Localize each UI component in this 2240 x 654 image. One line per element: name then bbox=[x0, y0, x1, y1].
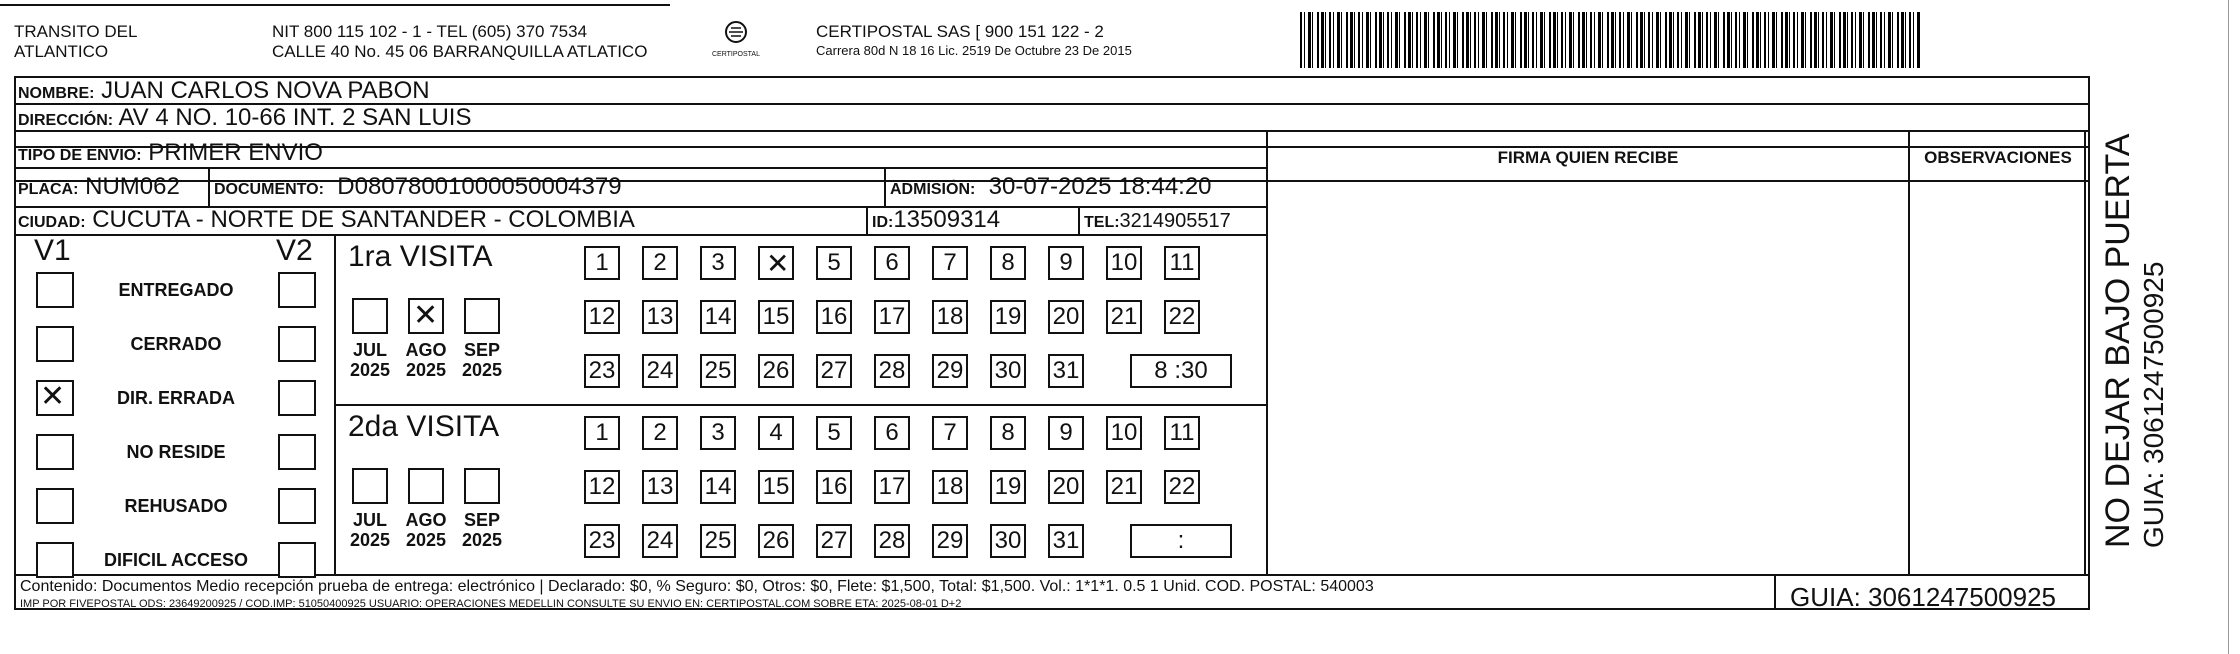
month-label bbox=[455, 510, 509, 550]
day-number: 15 bbox=[762, 473, 790, 500]
day-box[interactable] bbox=[642, 354, 678, 388]
day-box[interactable] bbox=[758, 524, 794, 558]
day-number: 14 bbox=[704, 473, 732, 500]
day-number: 10 bbox=[1110, 249, 1138, 276]
day-box[interactable] bbox=[758, 470, 794, 504]
month-year: 2025 bbox=[349, 530, 391, 550]
day-number: 23 bbox=[588, 527, 616, 554]
placa-field bbox=[18, 174, 180, 203]
nit-line: NIT 800 115 102 - 1 - TEL (605) 370 7534 bbox=[272, 22, 588, 41]
nombre-label: NOMBRE: bbox=[18, 85, 95, 102]
day-number: 20 bbox=[1052, 303, 1080, 330]
day-box[interactable] bbox=[642, 470, 678, 504]
day-box[interactable] bbox=[700, 416, 736, 450]
day-box[interactable] bbox=[932, 246, 968, 280]
firma-header: FIRMA QUIEN RECIBE bbox=[1497, 148, 1679, 167]
sender-details bbox=[272, 22, 647, 62]
day-box[interactable] bbox=[816, 470, 852, 504]
x-mark-icon: ✕ bbox=[40, 379, 66, 414]
month-name: AGO bbox=[405, 340, 447, 360]
tipo-field bbox=[18, 140, 323, 169]
sender-name bbox=[14, 22, 137, 62]
status-label: DIFICIL ACCESO bbox=[103, 550, 248, 570]
day-number: 5 bbox=[827, 249, 841, 276]
placa-divider bbox=[208, 167, 210, 206]
month-label bbox=[399, 510, 453, 550]
day-number: 24 bbox=[646, 357, 674, 384]
day-box[interactable] bbox=[1106, 416, 1142, 450]
status-v1-checkbox[interactable] bbox=[36, 272, 74, 308]
day-number: 26 bbox=[762, 527, 790, 554]
nombre-value: JUAN CARLOS NOVA PABON bbox=[101, 77, 430, 104]
placa-value: NUM062 bbox=[85, 173, 180, 200]
day-number: 13 bbox=[646, 303, 674, 330]
admision-divider bbox=[884, 167, 886, 206]
day-number: 21 bbox=[1110, 303, 1138, 330]
month-checkbox[interactable] bbox=[408, 468, 444, 504]
day-box[interactable] bbox=[874, 524, 910, 558]
day-box[interactable] bbox=[990, 246, 1026, 280]
day-number: 14 bbox=[704, 303, 732, 330]
month-label bbox=[399, 340, 453, 380]
right-edge bbox=[2228, 0, 2229, 654]
day-box[interactable] bbox=[1164, 470, 1200, 504]
ciudad-label: CIUDAD: bbox=[18, 214, 86, 231]
day-number: 29 bbox=[936, 527, 964, 554]
admision-value: 30-07-2025 18:44:20 bbox=[988, 173, 1212, 200]
day-number: 16 bbox=[820, 303, 848, 330]
footer-guia: GUIA: 3061247500925 bbox=[1790, 582, 2056, 612]
day-box[interactable] bbox=[816, 300, 852, 334]
day-box[interactable] bbox=[758, 354, 794, 388]
day-number: 16 bbox=[820, 473, 848, 500]
day-box[interactable] bbox=[758, 300, 794, 334]
day-number: 20 bbox=[1052, 473, 1080, 500]
tipo-label: TIPO DE ENVIO: bbox=[18, 147, 142, 164]
status-v2-checkbox[interactable] bbox=[278, 488, 316, 524]
month-year: 2025 bbox=[349, 360, 391, 380]
day-number: 7 bbox=[943, 249, 957, 276]
day-number: 4 bbox=[769, 419, 783, 446]
day-number: 9 bbox=[1059, 249, 1073, 276]
day-box[interactable] bbox=[758, 416, 794, 450]
documento-label: DOCUMENTO: bbox=[214, 181, 324, 198]
day-box[interactable] bbox=[990, 354, 1026, 388]
day-box[interactable] bbox=[642, 300, 678, 334]
day-box[interactable] bbox=[816, 524, 852, 558]
admision-field bbox=[890, 174, 1212, 203]
day-box[interactable] bbox=[874, 246, 910, 280]
status-v2-checkbox[interactable] bbox=[278, 434, 316, 470]
day-number: 18 bbox=[936, 473, 964, 500]
day-number: 30 bbox=[994, 527, 1022, 554]
status-label: CERRADO bbox=[130, 334, 222, 354]
tel-value: 3214905517 bbox=[1119, 210, 1231, 232]
month-name: JUL bbox=[352, 340, 387, 360]
id-value: 13509314 bbox=[893, 206, 1001, 233]
day-number: 8 bbox=[1001, 249, 1015, 276]
day-number: 25 bbox=[704, 527, 732, 554]
month-checkbox[interactable] bbox=[408, 298, 444, 334]
month-name: SEP bbox=[463, 340, 501, 360]
day-number: 23 bbox=[588, 357, 616, 384]
status-v1-checkbox[interactable] bbox=[36, 434, 74, 470]
sender-line2: ATLANTICO bbox=[14, 42, 109, 61]
side-text bbox=[2098, 88, 2170, 548]
day-box[interactable] bbox=[642, 416, 678, 450]
month-year: 2025 bbox=[461, 360, 503, 380]
month-name: SEP bbox=[463, 510, 501, 530]
top-rule bbox=[0, 4, 670, 6]
tel-field bbox=[1084, 207, 1231, 236]
day-box[interactable] bbox=[584, 300, 620, 334]
certipostal-logo bbox=[706, 20, 766, 59]
day-number: 3 bbox=[711, 249, 725, 276]
logo-text: CERTIPOSTAL bbox=[712, 51, 760, 58]
day-box[interactable] bbox=[932, 416, 968, 450]
footer-divider bbox=[1774, 574, 1776, 608]
day-box[interactable] bbox=[1164, 416, 1200, 450]
day-number: 19 bbox=[994, 303, 1022, 330]
day-number: 27 bbox=[820, 357, 848, 384]
day-number: 10 bbox=[1110, 419, 1138, 446]
day-number: 8 bbox=[1001, 419, 1015, 446]
documento-field bbox=[214, 174, 622, 203]
day-number: 24 bbox=[646, 527, 674, 554]
day-number: 30 bbox=[994, 357, 1022, 384]
day-number: 2 bbox=[653, 249, 667, 276]
day-box[interactable] bbox=[700, 246, 736, 280]
visit-title: 1ra VISITA bbox=[348, 240, 493, 273]
ciudad-field bbox=[18, 207, 635, 236]
day-number: 7 bbox=[943, 419, 957, 446]
admision-label: ADMISIÓN: bbox=[890, 181, 976, 198]
x-mark-icon: ✕ bbox=[413, 298, 439, 333]
day-box[interactable] bbox=[874, 300, 910, 334]
day-box[interactable] bbox=[1106, 300, 1142, 334]
day-box[interactable] bbox=[584, 246, 620, 280]
month-checkbox[interactable] bbox=[352, 468, 388, 504]
side-line2: GUIA: 3061247500925 bbox=[2138, 261, 2169, 548]
day-number: 11 bbox=[1169, 419, 1195, 446]
day-box[interactable] bbox=[816, 354, 852, 388]
day-number: 15 bbox=[762, 303, 790, 330]
col-divider-firma bbox=[1266, 130, 1268, 576]
day-box[interactable] bbox=[1048, 246, 1084, 280]
observaciones-header: OBSERVACIONES bbox=[1924, 148, 2072, 167]
month-label bbox=[343, 340, 397, 380]
sender-line1: TRANSITO DEL bbox=[14, 22, 138, 41]
address-line: CALLE 40 No. 45 06 BARRANQUILLA ATLATICO bbox=[272, 42, 648, 61]
day-box[interactable] bbox=[1048, 300, 1084, 334]
day-number: 19 bbox=[994, 473, 1022, 500]
day-number: 3 bbox=[711, 419, 725, 446]
day-number: 12 bbox=[588, 473, 616, 500]
status-v1-checkbox[interactable] bbox=[36, 488, 74, 524]
status-v1-checkbox[interactable] bbox=[36, 326, 74, 362]
col-divider-obs bbox=[1908, 130, 1910, 576]
id-label: ID: bbox=[872, 214, 894, 231]
day-number: 28 bbox=[878, 357, 906, 384]
day-number: 1 bbox=[595, 419, 609, 446]
carrier-sub: Carrera 80d N 18 16 Lic. 2519 De Octubre 23 De 2015 bbox=[816, 43, 1132, 58]
day-box[interactable] bbox=[642, 524, 678, 558]
month-checkbox[interactable] bbox=[464, 298, 500, 334]
time-box[interactable] bbox=[1130, 354, 1232, 388]
v2-header: V2 bbox=[276, 234, 313, 267]
day-box[interactable] bbox=[932, 470, 968, 504]
day-box[interactable] bbox=[584, 354, 620, 388]
direccion-label: DIRECCIÓN: bbox=[18, 112, 114, 129]
day-box[interactable] bbox=[642, 246, 678, 280]
day-box[interactable] bbox=[932, 300, 968, 334]
id-divider bbox=[866, 206, 868, 234]
day-box[interactable] bbox=[584, 524, 620, 558]
status-v2-checkbox[interactable] bbox=[278, 380, 316, 416]
time-value: : bbox=[1177, 527, 1185, 554]
direccion-value: AV 4 NO. 10-66 INT. 2 SAN LUIS bbox=[118, 104, 472, 131]
time-box[interactable] bbox=[1130, 524, 1232, 558]
day-number: 17 bbox=[878, 473, 906, 500]
status-label: ENTREGADO bbox=[118, 280, 234, 300]
v1-header: V1 bbox=[34, 234, 71, 267]
side-line1: NO DEJAR BAJO PUERTA bbox=[2099, 133, 2137, 548]
day-number: 5 bbox=[827, 419, 841, 446]
status-v2-checkbox[interactable] bbox=[278, 326, 316, 362]
tipo-value: PRIMER ENVIO bbox=[148, 139, 323, 166]
barcode bbox=[1300, 12, 1920, 68]
day-number: 25 bbox=[704, 357, 732, 384]
day-box[interactable] bbox=[874, 416, 910, 450]
day-number: 28 bbox=[878, 527, 906, 554]
footer-line bbox=[14, 574, 2088, 576]
day-box[interactable] bbox=[1048, 524, 1084, 558]
visit-divider bbox=[334, 404, 1268, 406]
month-checkbox[interactable] bbox=[464, 468, 500, 504]
day-number: 21 bbox=[1110, 473, 1138, 500]
id-field bbox=[872, 207, 1000, 236]
day-box[interactable] bbox=[700, 524, 736, 558]
status-v2-checkbox[interactable] bbox=[278, 272, 316, 308]
day-number: 6 bbox=[885, 419, 899, 446]
day-number: 1 bbox=[595, 249, 609, 276]
day-box[interactable] bbox=[1106, 470, 1142, 504]
day-number: 29 bbox=[936, 357, 964, 384]
logo-mark-icon bbox=[721, 20, 751, 46]
month-year: 2025 bbox=[405, 530, 447, 550]
status-v2-checkbox[interactable] bbox=[278, 542, 316, 578]
footer-imp: IMP POR FIVEPOSTAL ODS: 23649200925 / COD.IMP: 51050400925 USUARIO: OPERACIONES MEDELLIN CONSULTE SU ENVIO EN: CERTIPOSTAL.COM SOBRE ETA: 2025-08-01 D+2 bbox=[20, 598, 962, 610]
month-label bbox=[455, 340, 509, 380]
month-year: 2025 bbox=[461, 530, 503, 550]
day-box[interactable] bbox=[1048, 470, 1084, 504]
carrier-line: CERTIPOSTAL SAS [ 900 151 122 - 2 bbox=[816, 22, 1104, 41]
documento-value: D08078001000050004379 bbox=[337, 173, 622, 200]
day-box[interactable] bbox=[816, 246, 852, 280]
day-box[interactable] bbox=[990, 470, 1026, 504]
footer-contenido: Contenido: Documentos Medio recepción prueba de entrega: electrónico | Declarado: $0, % Seguro: $0, Otros: $0, Flete: $1,500, Total: $1,500. Vol.: 1*1*1. 0.5 1 Unid. COD. POSTAL: 540003 bbox=[20, 578, 1374, 595]
day-box[interactable] bbox=[990, 416, 1026, 450]
day-box[interactable] bbox=[700, 470, 736, 504]
day-number: 2 bbox=[653, 419, 667, 446]
visit-title: 2da VISITA bbox=[348, 410, 500, 443]
day-box[interactable] bbox=[1048, 354, 1084, 388]
day-box[interactable] bbox=[1106, 246, 1142, 280]
status-label: DIR. ERRADA bbox=[116, 388, 235, 408]
status-v1-checkbox[interactable] bbox=[36, 542, 74, 578]
day-box[interactable] bbox=[700, 354, 736, 388]
day-box[interactable] bbox=[584, 470, 620, 504]
day-number: 6 bbox=[885, 249, 899, 276]
month-label bbox=[343, 510, 397, 550]
day-box[interactable] bbox=[932, 524, 968, 558]
x-mark-icon: ✕ bbox=[766, 247, 790, 280]
status-v1-checkbox[interactable] bbox=[36, 380, 74, 416]
day-box[interactable] bbox=[1048, 416, 1084, 450]
day-box[interactable] bbox=[990, 524, 1026, 558]
day-number: 31 bbox=[1052, 357, 1080, 384]
day-box[interactable] bbox=[584, 416, 620, 450]
status-label: REHUSADO bbox=[124, 496, 228, 516]
day-box[interactable] bbox=[758, 246, 794, 280]
day-box[interactable] bbox=[990, 300, 1026, 334]
day-number: 9 bbox=[1059, 419, 1073, 446]
placa-label: PLACA: bbox=[18, 181, 79, 198]
month-checkbox[interactable] bbox=[352, 298, 388, 334]
day-box[interactable] bbox=[1164, 300, 1200, 334]
day-box[interactable] bbox=[1164, 246, 1200, 280]
ciudad-value: CUCUTA - NORTE DE SANTANDER - COLOMBIA bbox=[92, 206, 635, 233]
month-name: AGO bbox=[405, 510, 447, 530]
tel-label: TEL: bbox=[1084, 214, 1120, 231]
day-number: 22 bbox=[1168, 473, 1196, 500]
day-number: 11 bbox=[1169, 249, 1195, 276]
day-number: 31 bbox=[1052, 527, 1080, 554]
time-value: 8 :30 bbox=[1154, 357, 1208, 384]
month-name: JUL bbox=[352, 510, 387, 530]
month-year: 2025 bbox=[405, 360, 447, 380]
day-box[interactable] bbox=[932, 354, 968, 388]
day-number: 17 bbox=[878, 303, 906, 330]
direccion-field bbox=[18, 105, 471, 134]
day-number: 12 bbox=[588, 303, 616, 330]
nombre-field bbox=[18, 78, 430, 107]
day-box[interactable] bbox=[874, 354, 910, 388]
day-box[interactable] bbox=[874, 470, 910, 504]
day-number: 18 bbox=[936, 303, 964, 330]
day-number: 22 bbox=[1168, 303, 1196, 330]
day-number: 26 bbox=[762, 357, 790, 384]
status-label: NO RESIDE bbox=[126, 442, 226, 462]
col-divider-right bbox=[2084, 130, 2086, 576]
day-number: 27 bbox=[820, 527, 848, 554]
carrier-info bbox=[816, 22, 1132, 60]
tel-divider bbox=[1078, 206, 1080, 234]
day-box[interactable] bbox=[700, 300, 736, 334]
day-number: 13 bbox=[646, 473, 674, 500]
day-box[interactable] bbox=[816, 416, 852, 450]
